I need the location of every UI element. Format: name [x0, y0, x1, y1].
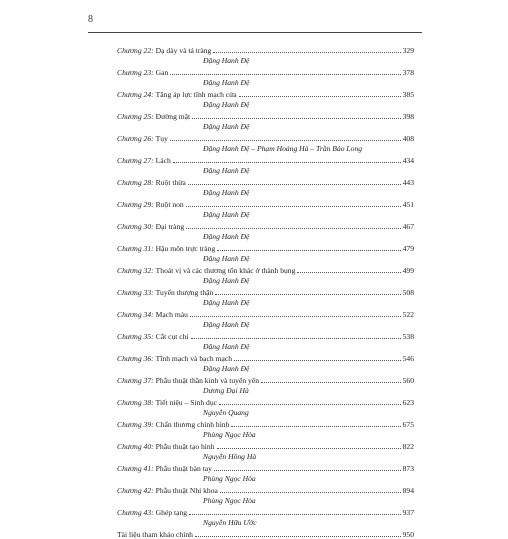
chapter-number: Chương 41: — [117, 464, 154, 473]
chapter-author: Đặng Hanh Đệ — [203, 188, 250, 197]
chapter-number: Chương 42: — [117, 486, 154, 495]
chapter-author: Nguyễn Hữu Ước — [203, 518, 257, 527]
chapter-author: Đặng Hanh Đệ — [203, 320, 250, 329]
chapter-title: Tụy — [155, 134, 168, 143]
page-ref: 675 — [402, 420, 414, 429]
chapter-title: Hậu môn trực tràng — [155, 244, 216, 253]
chapter-title: Dạ dày và tá tràng — [155, 46, 212, 55]
toc-entry — [117, 352, 414, 363]
chapter-number: Chương 22: — [117, 46, 154, 55]
chapter-title: Tăng áp lực tĩnh mạch cửa — [155, 90, 237, 99]
toc-entry — [117, 198, 414, 209]
dot-leader — [219, 404, 401, 405]
toc-entry — [117, 110, 414, 121]
page-ref: 499 — [402, 266, 414, 275]
toc-entry — [117, 154, 414, 165]
chapter-author: Đặng Hanh Đệ — [203, 364, 250, 373]
chapter-title: Tuyến thượng thận — [155, 288, 214, 297]
table-of-contents — [117, 44, 414, 539]
dot-leader — [261, 382, 401, 383]
dot-leader — [173, 162, 401, 163]
dot-leader — [234, 360, 401, 361]
dot-leader — [239, 96, 401, 97]
chapter-author: Đặng Hanh Đệ — [203, 298, 250, 307]
toc-entry — [117, 418, 414, 429]
chapter-title: Phẫu thuật thần kinh và tuyến yên — [155, 376, 260, 385]
chapter-author: Đặng Hanh Đệ — [203, 232, 250, 241]
references-title: Tài liệu tham khảo chính — [117, 530, 193, 539]
chapter-number: Chương 30: — [117, 222, 154, 231]
toc-entry-references — [117, 528, 414, 539]
chapter-number: Chương 31: — [117, 244, 154, 253]
dot-leader — [188, 184, 401, 185]
dot-leader — [215, 294, 400, 295]
chapter-title: Cắt cụt chi — [155, 332, 189, 341]
chapter-title: Phẫu thuật bàn tay — [155, 464, 212, 473]
dot-leader — [297, 272, 400, 273]
chapter-author: Phùng Ngọc Hòa — [203, 430, 256, 439]
chapter-number: Chương 33: — [117, 288, 154, 297]
page-ref: 451 — [402, 200, 414, 209]
dot-leader — [213, 52, 400, 53]
chapter-author: Đặng Hanh Đệ — [203, 100, 250, 109]
chapter-title: Tĩnh mạch và bạch mạch — [155, 354, 232, 363]
dot-leader — [170, 74, 400, 75]
chapter-author: Phùng Ngọc Hòa — [203, 474, 256, 483]
chapter-author: Đặng Hanh Đệ — [203, 254, 250, 263]
chapter-title: Phẫu thuật Nhi khoa — [155, 486, 218, 495]
dot-leader — [217, 448, 401, 449]
toc-entry — [117, 66, 414, 77]
page-ref: 950 — [402, 530, 414, 539]
page-ref: 378 — [402, 68, 414, 77]
dot-leader — [189, 514, 401, 515]
dot-leader — [220, 492, 401, 493]
chapter-author: Nguyễn Hồng Hà — [203, 452, 257, 461]
page-ref: 894 — [402, 486, 414, 495]
toc-entry — [117, 176, 414, 187]
toc-entry — [117, 396, 414, 407]
header-rule — [88, 32, 422, 33]
chapter-author: Đặng Hanh Đệ — [203, 166, 250, 175]
chapter-author: Phùng Ngọc Hòa — [203, 496, 256, 505]
chapter-title: Mạch máu — [155, 310, 188, 319]
chapter-title: Gan — [155, 68, 169, 77]
chapter-number: Chương 23: — [117, 68, 154, 77]
toc-entry — [117, 44, 414, 55]
page-ref: 538 — [402, 332, 414, 341]
chapter-number: Chương 40: — [117, 442, 154, 451]
dot-leader — [192, 118, 400, 119]
chapter-title: Ruột non — [155, 200, 184, 209]
chapter-number: Chương 26: — [117, 134, 154, 143]
chapter-number: Chương 38: — [117, 398, 154, 407]
chapter-number: Chương 36: — [117, 354, 154, 363]
page-ref: 623 — [402, 398, 414, 407]
chapter-title: Đại tràng — [155, 222, 185, 231]
toc-entry — [117, 286, 414, 297]
page-ref: 443 — [402, 178, 414, 187]
dot-leader — [231, 426, 400, 427]
chapter-title: Tiết niệu – Sinh dục — [155, 398, 217, 407]
chapter-title: Lách — [155, 156, 171, 165]
page-ref: 398 — [402, 112, 414, 121]
toc-entry — [117, 330, 414, 341]
chapter-number: Chương 29: — [117, 200, 154, 209]
chapter-author: Nguyễn Quang — [203, 408, 249, 417]
page-ref: 873 — [402, 464, 414, 473]
toc-entry — [117, 264, 414, 275]
page-ref: 434 — [402, 156, 414, 165]
page-ref: 560 — [402, 376, 414, 385]
chapter-title: Chấn thương chỉnh hình — [155, 420, 230, 429]
toc-entry — [117, 132, 414, 143]
chapter-number: Chương 25: — [117, 112, 154, 121]
chapter-title: Phẫu thuật tạo hình — [155, 442, 215, 451]
page-ref: 822 — [402, 442, 414, 451]
page-ref: 522 — [402, 310, 414, 319]
chapter-author: Đặng Hanh Đệ — [203, 276, 250, 285]
chapter-number: Chương 39: — [117, 420, 154, 429]
toc-entry — [117, 308, 414, 319]
chapter-number: Chương 43: — [117, 508, 154, 517]
page-number: 8 — [88, 14, 93, 25]
dot-leader — [191, 338, 401, 339]
page-ref: 937 — [402, 508, 414, 517]
chapter-title: Thoát vị và các thương tổn khác ở thành bụng — [155, 266, 296, 275]
page-ref: 467 — [402, 222, 414, 231]
toc-entry — [117, 220, 414, 231]
toc-entry — [117, 462, 414, 473]
toc-entry — [117, 484, 414, 495]
toc-entry — [117, 374, 414, 385]
dot-leader — [186, 228, 400, 229]
chapter-number: Chương 32: — [117, 266, 154, 275]
chapter-number: Chương 37: — [117, 376, 154, 385]
chapter-number: Chương 24: — [117, 90, 154, 99]
chapter-author: Dương Đại Hà — [203, 386, 249, 395]
page-ref: 408 — [402, 134, 414, 143]
page-ref: 479 — [402, 244, 414, 253]
dot-leader — [217, 250, 400, 251]
chapter-number: Chương 35: — [117, 332, 154, 341]
page-ref: 385 — [402, 90, 414, 99]
chapter-author: Đặng Hanh Đệ — [203, 210, 250, 219]
chapter-author: Đặng Hanh Đệ — [203, 122, 250, 131]
dot-leader — [170, 140, 401, 141]
toc-entry — [117, 88, 414, 99]
chapter-number: Chương 28: — [117, 178, 154, 187]
dot-leader — [190, 316, 401, 317]
page-ref: 508 — [402, 288, 414, 297]
chapter-author: Đặng Hanh Đệ – Phạm Hoàng Hà – Trần Bảo Long — [203, 144, 363, 153]
chapter-author: Đặng Hanh Đệ — [203, 56, 250, 65]
page-ref: 546 — [402, 354, 414, 363]
page-ref: 329 — [402, 46, 414, 55]
chapter-number: Chương 34: — [117, 310, 154, 319]
chapter-author: Đặng Hanh Đệ — [203, 342, 250, 351]
dot-leader — [214, 470, 401, 471]
chapter-title: Ghép tạng — [155, 508, 188, 517]
dot-leader — [186, 206, 401, 207]
dot-leader — [195, 536, 401, 537]
chapter-author: Đặng Hanh Đệ — [203, 78, 250, 87]
chapter-number: Chương 27: — [117, 156, 154, 165]
chapter-title: Ruột thừa — [155, 178, 186, 187]
toc-entry — [117, 440, 414, 451]
chapter-title: Đường mật — [155, 112, 191, 121]
toc-entry — [117, 242, 414, 253]
